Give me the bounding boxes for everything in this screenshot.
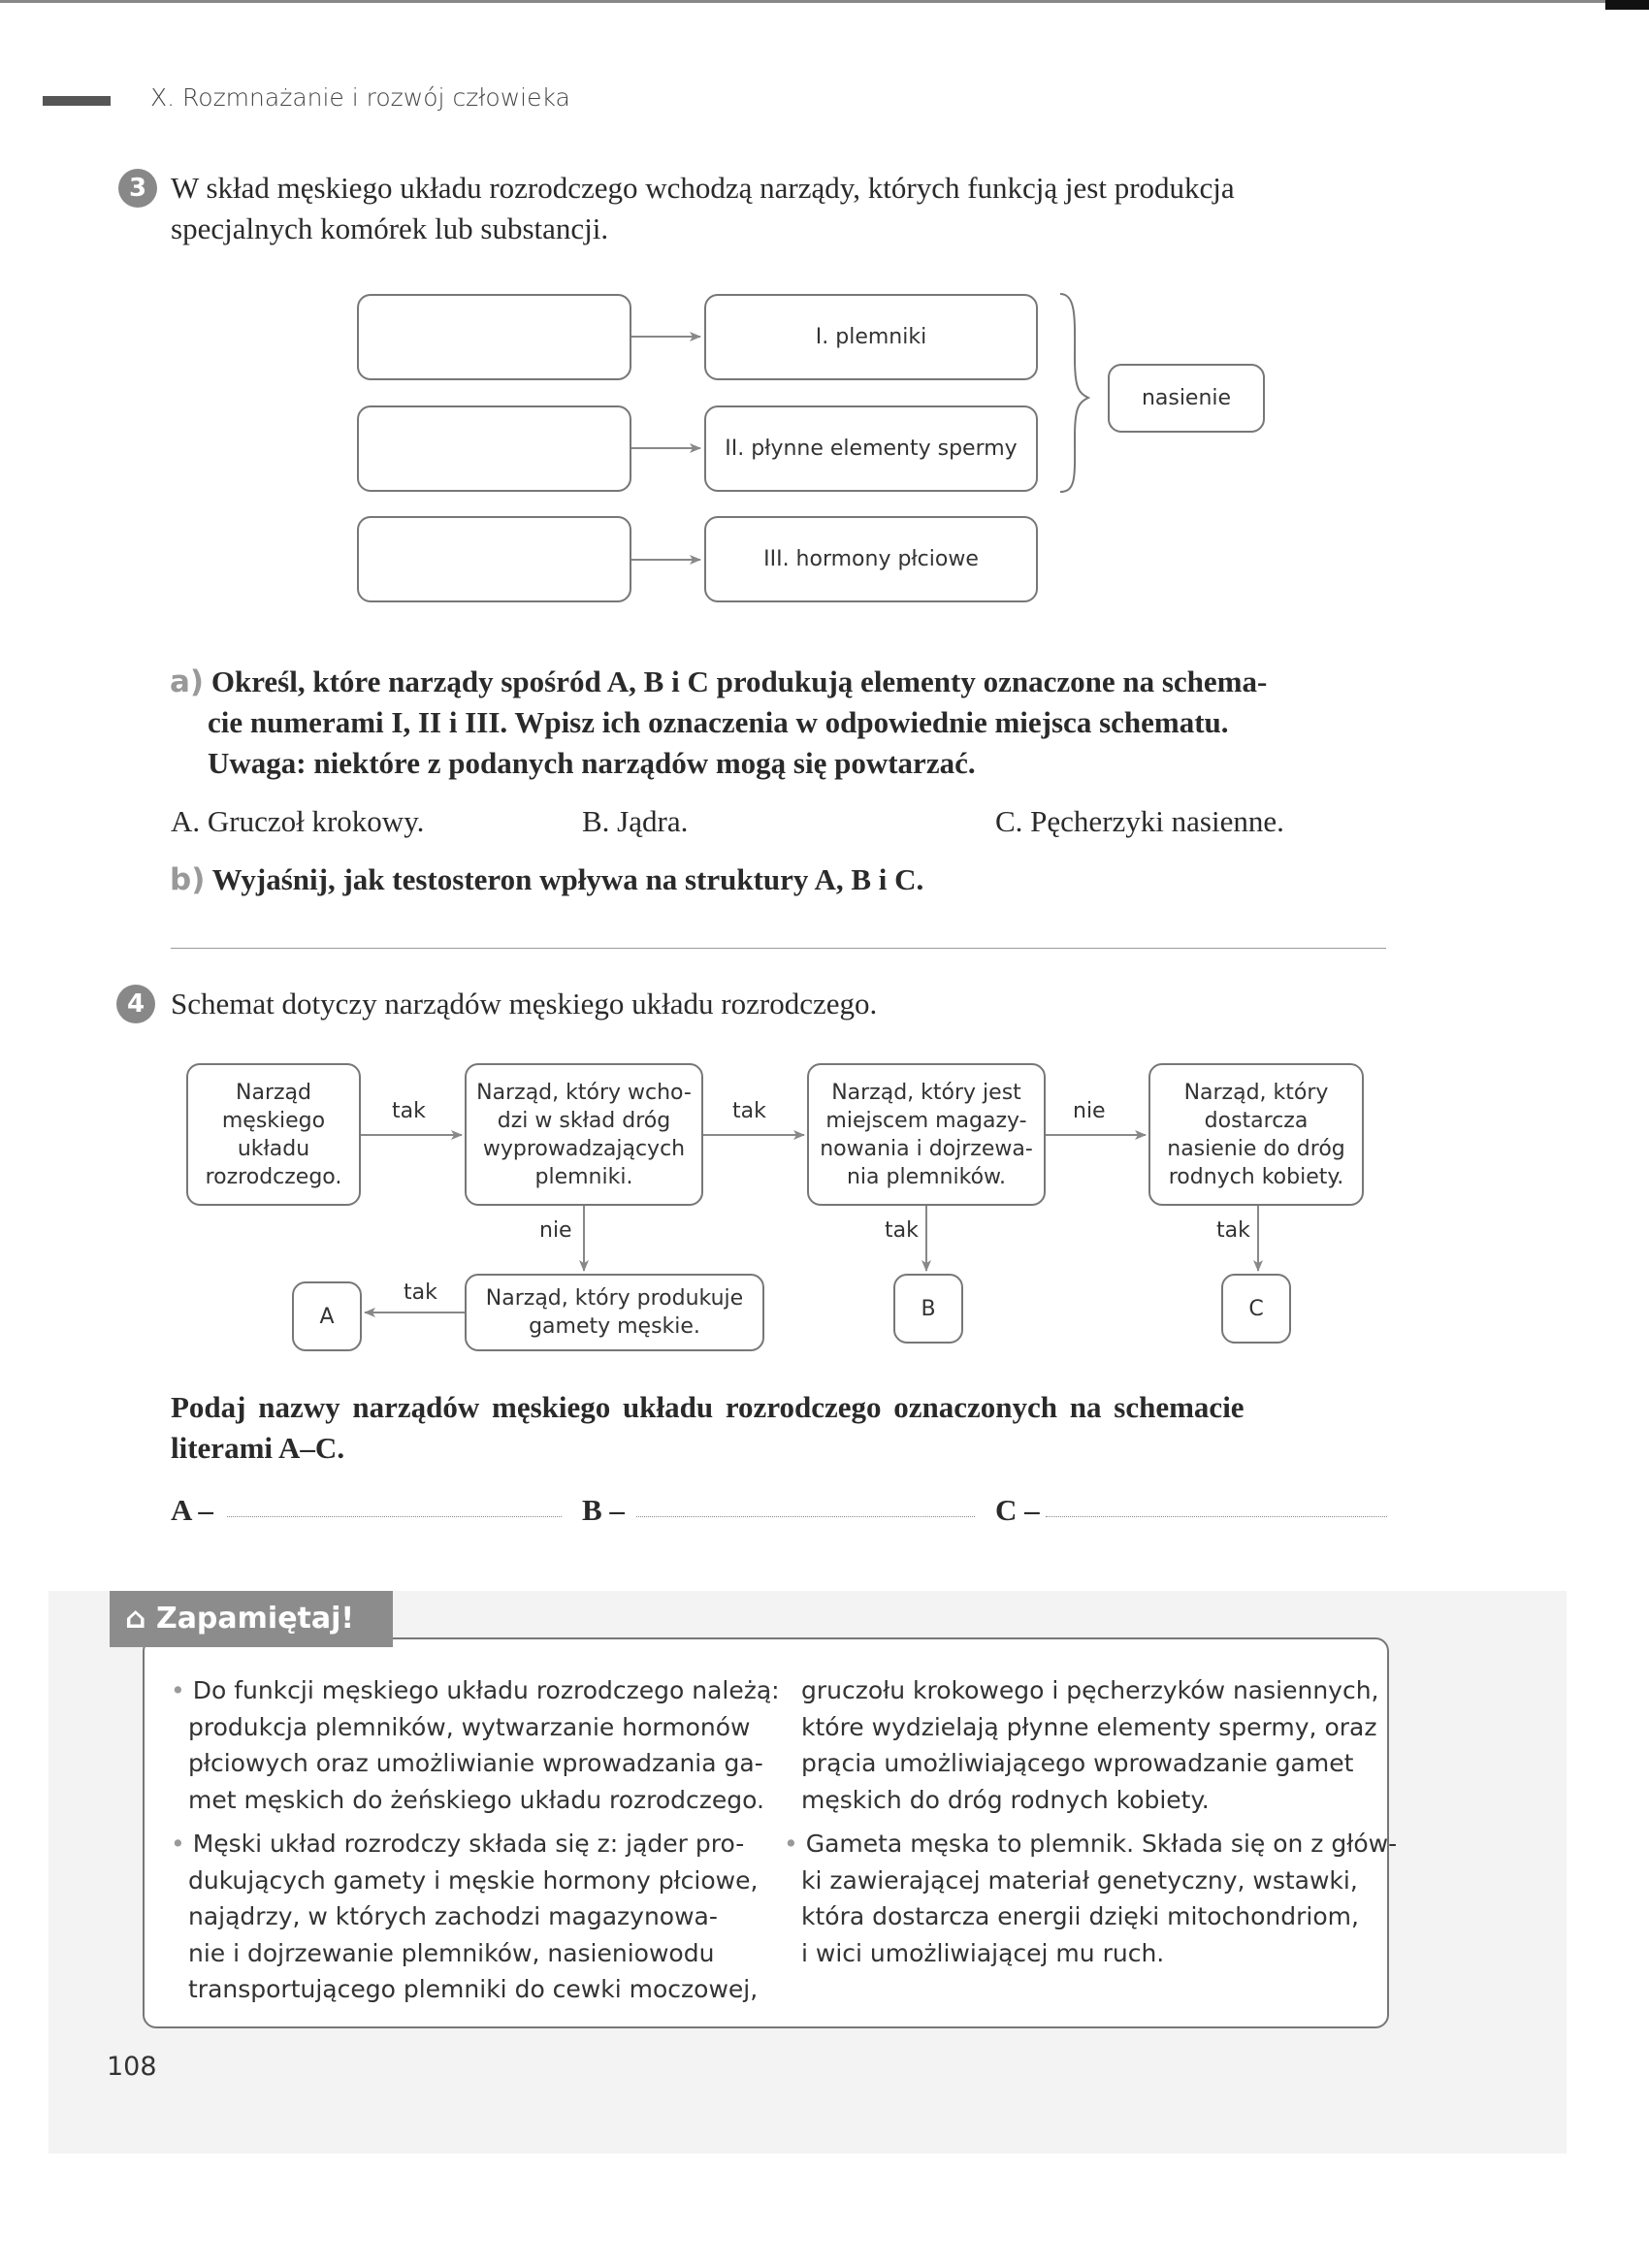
edge-label-6: tak [885, 1218, 919, 1243]
task-3a-line-1: a) Określ, które narządy spośród A, B i C produkują elementy oznaczone na schema- [170, 664, 1268, 699]
memo-icon: ⌂ [125, 1602, 146, 1636]
task-3-intro-line-2: specjalnych komórek lub substancji. [171, 211, 609, 245]
flow-box-male-organ: Narząd męskiego układu rozrodczego. [186, 1063, 361, 1206]
answer-line-3b[interactable] [171, 948, 1386, 949]
memo-right-column: gruczołu krokowego i pęcherzyków nasiennych, które wydzielają płynne elementy spermy, oraz prącia umożliwiającego wprowadzanie gamet męskich do dróg rodnych kobiety. • Gameta męska to plemnik. Składa się on z głów- ki zawierającej materiał genetyczny, wstawki, która dostarcza energii dzięki mitochondriom, i wici umożliwiającej mu ruch. [784, 1676, 1398, 1967]
option-a: A. Gruczoł krokowy. [171, 804, 425, 838]
task-3b-question: b) Wyjaśnij, jak testosteron wpływa na struktury A, B i C. [170, 862, 924, 897]
answer-node-a: A [292, 1281, 362, 1351]
answer-line-c[interactable] [1046, 1516, 1387, 1517]
flow-box-delivery: Narząd, który dostarcza nasienie do dróg rodnych kobiety. [1148, 1063, 1364, 1206]
option-c: C. Pęcherzyki nasienne. [995, 804, 1284, 838]
answer-node-c: C [1221, 1274, 1291, 1344]
answer-node-b: B [893, 1274, 963, 1344]
chapter-title: X. Rozmnażanie i rozwój człowieka [150, 83, 570, 112]
edge-label-2: tak [732, 1099, 766, 1123]
memo-point-3: • Gameta męska to plemnik. Składa się on z głów- [784, 1830, 1398, 1858]
result-box-semen: nasienie [1108, 364, 1265, 433]
flow-box-gametes: Narząd, który produkuje gamety męskie. [465, 1274, 764, 1351]
flow-box-storage: Narząd, który jest miejscem magazy- nowania i dojrzewa- nia plemników. [807, 1063, 1046, 1206]
output-box-fluid: II. płynne elementy spermy [704, 405, 1038, 492]
flow-box-ducts: Narząd, który wcho- dzi w skład dróg wyprowadzających plemniki. [465, 1063, 703, 1206]
output-box-hormones: III. hormony płciowe [704, 516, 1038, 602]
task-4-question-line-2: literami A–C. [171, 1431, 345, 1465]
memo-point-1: • Do funkcji męskiego układu rozrodczego należą: [171, 1676, 780, 1704]
task-3-number: 3 [118, 169, 157, 208]
edge-label-3: nie [1073, 1099, 1106, 1123]
answer-line-b[interactable] [636, 1516, 975, 1517]
edge-label-4: nie [539, 1218, 572, 1243]
memo-header [110, 1591, 393, 1647]
task-3a-line-3: Uwaga: niektóre z podanych narządów mogą się powtarzać. [208, 746, 976, 780]
task-4-number: 4 [116, 985, 155, 1023]
answer-label-c: C – [995, 1493, 1040, 1527]
task-4-arrows [0, 1048, 1649, 1377]
edge-label-1: tak [392, 1099, 426, 1123]
option-b: B. Jądra. [582, 804, 689, 838]
answer-label-b: B – [582, 1493, 625, 1527]
brace [1060, 294, 1088, 492]
edge-label-7: tak [1216, 1218, 1250, 1243]
memo-left-column: • Do funkcji męskiego układu rozrodczego należą: produkcja plemników, wytwarzanie hormonów płciowych oraz umożliwianie wprowadzania ga- met męskich do żeńskiego układu rozrodczego. • Męski układ rozrodczy składa się z: jąder pro- dukujących gamety i męskie hormony płciowe, najądrzy, w których zachodzi magazynowa- nie i dojrzewanie plemników, nasieniowodu transportującego plemniki do cewki moczowej, [171, 1672, 780, 2008]
task-3-intro-line-1: W skład męskiego układu rozrodczego wchodzą narządy, których funkcją jest produkcja [171, 171, 1235, 205]
task-4-intro: Schemat dotyczy narządów męskiego układu rozrodczego. [171, 987, 878, 1021]
task-4-question-line-1: Podaj nazwy narządów męskiego układu rozrodczego oznaczonych na schemacie [171, 1390, 1245, 1424]
page-number: 108 [107, 2052, 157, 2082]
edge-label-5: tak [404, 1280, 437, 1305]
memo-point-2: • Męski układ rozrodczy składa się z: jąder pro- [171, 1830, 745, 1858]
output-box-sperm: I. plemniki [704, 294, 1038, 380]
memo-title: Zapamiętaj! [155, 1602, 355, 1636]
answer-label-a: A – [171, 1493, 213, 1527]
task-3-arrows [0, 0, 1649, 679]
task-3a-line-2: cie numerami I, II i III. Wpisz ich oznaczenia w odpowiednie miejsca schematu. [208, 705, 1229, 739]
answer-line-a[interactable] [227, 1516, 562, 1517]
